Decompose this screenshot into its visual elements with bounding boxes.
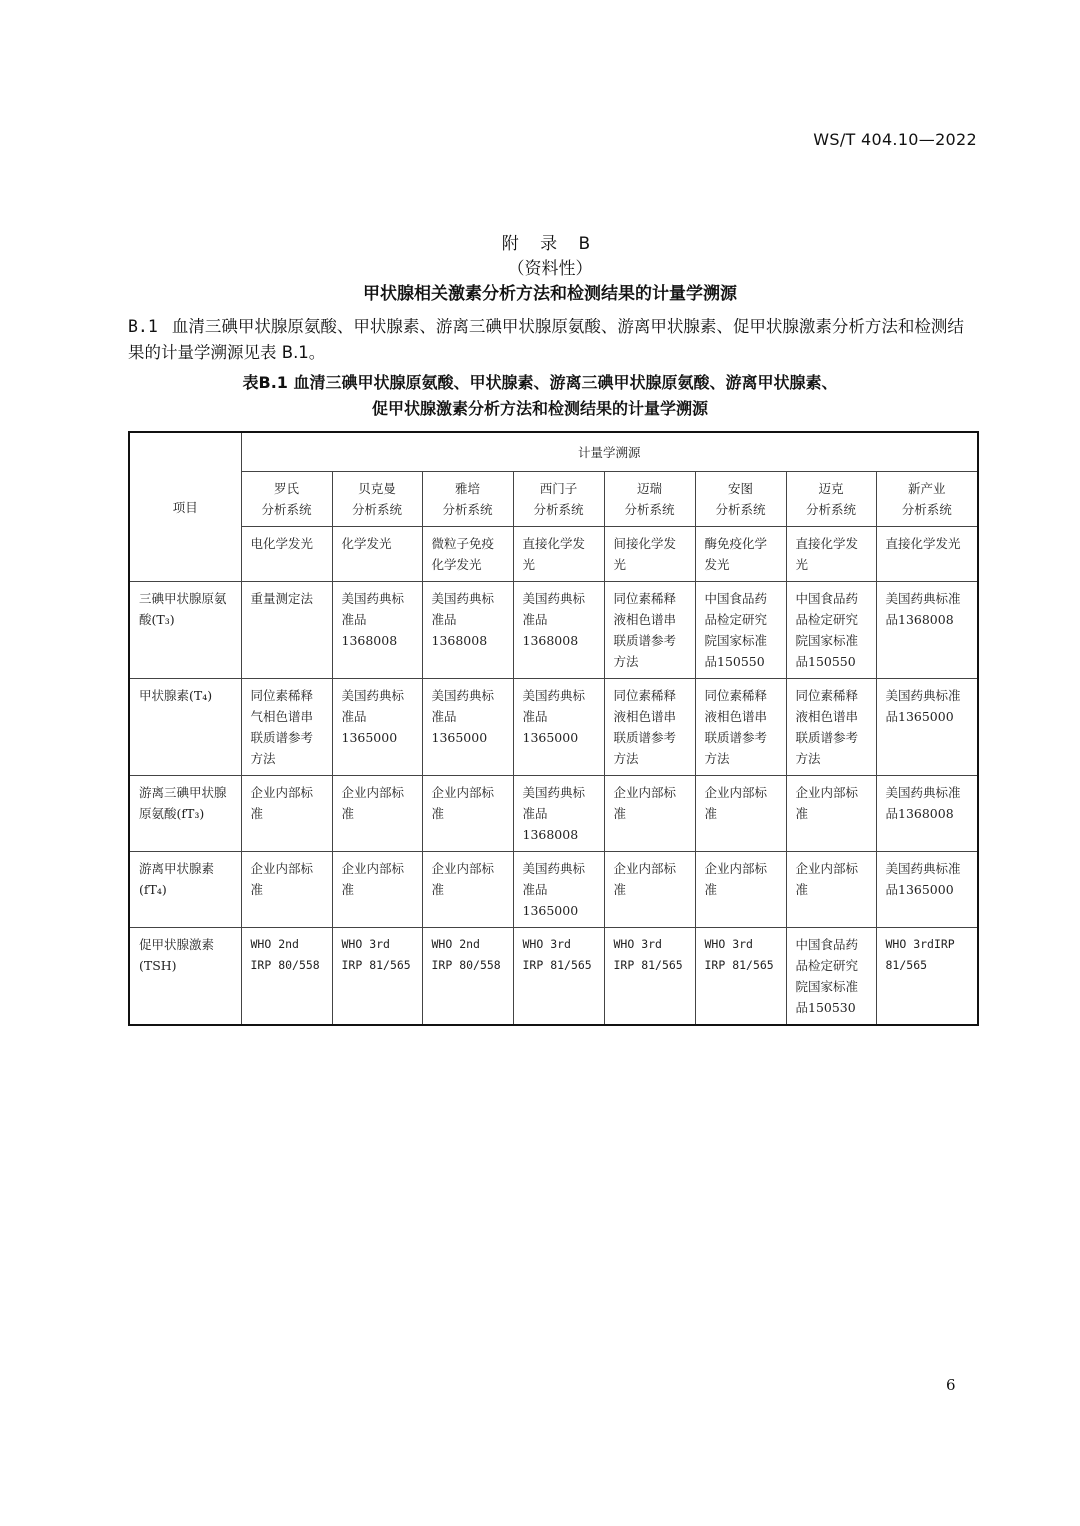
table-cell: 美国药典标准品1368008 — [422, 582, 513, 679]
system-header — [786, 472, 876, 527]
table-row — [129, 928, 978, 1026]
system-header — [695, 472, 786, 527]
group-header: 计量学溯源 — [241, 432, 978, 472]
header-row-group — [129, 432, 978, 472]
method-cell: 化学发光 — [332, 527, 422, 582]
table-cell: 美国药典标准品1368008 — [513, 582, 604, 679]
method-cell: 间接化学发光 — [604, 527, 695, 582]
system-sub: 分析系统 — [442, 502, 493, 517]
table-row — [129, 776, 978, 852]
table-cell: 同位素稀释液相色谱串联质谱参考方法 — [786, 679, 876, 776]
table-caption-line1: 表B.1 血清三碘甲状腺原氨酸、甲状腺素、游离三碘甲状腺原氨酸、游离甲状腺素、 — [242, 373, 838, 392]
table-cell: WHO 3rdIRP 81/565 — [876, 928, 978, 1026]
page-number: 6 — [946, 1376, 956, 1394]
row-item: 三碘甲状腺原氨酸(T₃) — [129, 582, 241, 679]
table-cell: 同位素稀释液相色谱串联质谱参考方法 — [604, 582, 695, 679]
system-sub: 分析系统 — [351, 502, 402, 517]
table-cell: 同位素稀释液相色谱串联质谱参考方法 — [604, 679, 695, 776]
table-cell: 美国药典标准品1365000 — [513, 679, 604, 776]
system-name: 新产业 — [908, 481, 946, 496]
row-item: 甲状腺素(T₄) — [129, 679, 241, 776]
table-cell: 企业内部标准 — [786, 776, 876, 852]
annex-title: 附 录 B — [501, 234, 599, 254]
system-name: 西门子 — [539, 481, 578, 496]
table-cell: WHO 3rd IRP 81/565 — [604, 928, 695, 1026]
method-cell: 微粒子免疫化学发光 — [422, 527, 513, 582]
table-cell: 中国食品药品检定研究院国家标准品150530 — [786, 928, 876, 1026]
system-name: 罗氏 — [273, 481, 299, 496]
table-cell: WHO 2nd IRP 80/558 — [241, 928, 332, 1026]
table-cell: 美国药典标准品1365000 — [422, 679, 513, 776]
system-sub: 分析系统 — [901, 502, 952, 517]
table-cell: 美国药典标准品1365000 — [513, 852, 604, 928]
table-row — [129, 852, 978, 928]
annex-type: （资料性） — [507, 259, 593, 279]
table-cell: 企业内部标准 — [604, 776, 695, 852]
system-name: 迈瑞 — [636, 481, 662, 496]
table-cell: 企业内部标准 — [695, 852, 786, 928]
system-sub: 分析系统 — [805, 502, 856, 517]
table-cell: 美国药典标准品1365000 — [876, 679, 978, 776]
system-header — [876, 472, 978, 527]
clause-text: 血清三碘甲状腺原氨酸、甲状腺素、游离三碘甲状腺原氨酸、游离甲状腺素、促甲状腺激素分析方法和检测结果的计量学溯源见表 B.1。 — [128, 317, 964, 362]
table-cell: 中国食品药品检定研究院国家标准品150550 — [786, 582, 876, 679]
method-cell: 直接化学发光 — [513, 527, 604, 582]
table-cell: 企业内部标准 — [695, 776, 786, 852]
table-cell: 企业内部标准 — [241, 776, 332, 852]
table-row — [129, 582, 978, 679]
item-header: 项目 — [129, 432, 241, 582]
system-header — [422, 472, 513, 527]
method-cell: 直接化学发光 — [786, 527, 876, 582]
table-cell: 美国药典标准品1368008 — [876, 776, 978, 852]
table-cell: WHO 3rd IRP 81/565 — [513, 928, 604, 1026]
system-sub: 分析系统 — [715, 502, 766, 517]
table-cell: 企业内部标准 — [604, 852, 695, 928]
system-name: 贝克曼 — [358, 481, 396, 496]
system-sub: 分析系统 — [533, 502, 584, 517]
system-name: 雅培 — [454, 481, 480, 496]
table-cell: 企业内部标准 — [422, 852, 513, 928]
row-item: 促甲状腺激素(TSH) — [129, 928, 241, 1026]
method-cell: 电化学发光 — [241, 527, 332, 582]
row-item: 游离三碘甲状腺原氨酸(fT₃) — [129, 776, 241, 852]
table-cell: 企业内部标准 — [422, 776, 513, 852]
table-cell: 美国药典标准品1368008 — [876, 582, 978, 679]
method-cell: 直接化学发光 — [876, 527, 978, 582]
table-caption-line2: 促甲状腺激素分析方法和检测结果的计量学溯源 — [371, 399, 708, 418]
table-cell: 同位素稀释液相色谱串联质谱参考方法 — [695, 679, 786, 776]
system-sub: 分析系统 — [624, 502, 675, 517]
header-row-methods — [129, 527, 978, 582]
header-row-systems — [129, 472, 978, 527]
table-cell: WHO 3rd IRP 81/565 — [695, 928, 786, 1026]
table-cell: 美国药典标准品1368008 — [513, 776, 604, 852]
system-name: 迈克 — [818, 481, 844, 496]
system-sub: 分析系统 — [261, 502, 312, 517]
table-cell: 企业内部标准 — [332, 852, 422, 928]
table-cell: 中国食品药品检定研究院国家标准品150550 — [695, 582, 786, 679]
system-name: 安图 — [727, 481, 753, 496]
method-cell: 酶免疫化学发光 — [695, 527, 786, 582]
table-cell: WHO 2nd IRP 80/558 — [422, 928, 513, 1026]
table-cell: 企业内部标准 — [332, 776, 422, 852]
system-header — [332, 472, 422, 527]
traceability-table — [128, 431, 979, 1026]
table-cell: WHO 3rd IRP 81/565 — [332, 928, 422, 1026]
table-cell: 重量测定法 — [241, 582, 332, 679]
system-header — [513, 472, 604, 527]
annex-heading: 甲状腺相关激素分析方法和检测结果的计量学溯源 — [363, 284, 737, 304]
table-cell: 同位素稀释气相色谱串联质谱参考方法 — [241, 679, 332, 776]
system-header — [241, 472, 332, 527]
table-row — [129, 679, 978, 776]
table-cell: 企业内部标准 — [241, 852, 332, 928]
table-cell: 美国药典标准品1365000 — [876, 852, 978, 928]
table-cell: 美国药典标准品1365000 — [332, 679, 422, 776]
table-cell: 美国药典标准品1368008 — [332, 582, 422, 679]
clause-b1 — [128, 314, 978, 366]
document-code: WS/T 404.10—2022 — [813, 130, 977, 149]
row-item: 游离甲状腺素(fT₄) — [129, 852, 241, 928]
table-cell: 企业内部标准 — [786, 852, 876, 928]
clause-number: B.1 — [128, 317, 158, 336]
system-header — [604, 472, 695, 527]
